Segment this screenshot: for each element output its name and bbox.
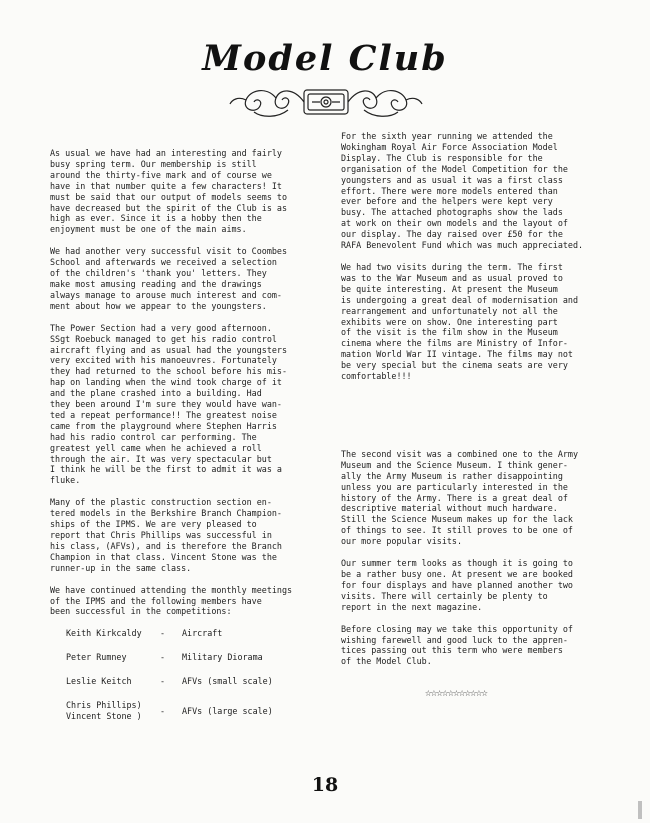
- paragraph-coombes-visit: We had another very successful visit to Coombes School and afterwards we received a selection of the children's 'thank you' letters. They make most amusing reading and the drawings always manage to arouse much interest and com- ment about how we appear to the youngsters.: [50, 246, 287, 311]
- category: Aircraft: [182, 628, 223, 639]
- paragraph-intro: As usual we have had an interesting and fairly busy spring term. Our membership is still around the thirty-five mark and of course we have in that number quite a few characters! It must be said that our output of models seems to have decreased but the spirit of the Club is as high as ever. Since it is a hobby then the enjoyment must be one of the main aims.: [50, 148, 287, 235]
- table-row: [66, 652, 273, 676]
- page-title: Model Club: [202, 38, 448, 79]
- photo-gap: [341, 393, 611, 449]
- member-name: Chris Phillips) Vincent Stone ): [66, 700, 142, 721]
- star-divider: ☆☆☆☆☆☆☆☆☆☆☆: [425, 686, 487, 699]
- paragraph-rafa-display: For the sixth year running we attended the Wokingham Royal Air Force Association Model Display. The Club is responsible for the organisation of the Model Competition for the youngsters and as usual it was a first class effort. There were more models entered than ever before and the helpers were kept very busy. The attached photographs show the lads at work on their own models and the layout of our display. The day raised over £50 for the RAFA Benevolent Fund which was much appreciated.: [341, 131, 584, 251]
- member-name: Leslie Keitch: [66, 676, 132, 687]
- table-row: [66, 676, 273, 700]
- category: AFVs (small scale): [182, 676, 273, 687]
- paragraph-ipms-championships: Many of the plastic construction section en- tered models in the Berkshire Branch Champion- ships of the IPMS. We are very pleased to report that Chris Phillips was successful in his class, (AFVs), and is therefore the Branch Champion in that class. Vincent Stone was the runner-up in the same class.: [50, 497, 282, 573]
- dash: -: [160, 628, 166, 639]
- paragraph-closing: Before closing may we take this opportunity of wishing farewell and good luck to the appren- tices passing out this term who were members of the Model Club.: [341, 623, 573, 667]
- member-name: Keith Kirkcaldy: [66, 628, 142, 639]
- paragraph-power-section: The Power Section had a very good afternoon. SSgt Roebuck managed to get his radio control aircraft flying and as usual had the youngsters very excited with his manoeuvres. Fortunately they had returned to the school before his mis- hap on landing when the wind took charge of it and the plane crashed into a building. Had they been around I'm sure they would have wan- ted a repeat performance!! The greatest noise came from the playground where Stephen Harris had his radio control car performing. The greatest yell came when he achieved a roll through the air. It was very spectacular but I think he will be the first to admit it was a fluke.: [50, 322, 287, 486]
- table-row: [66, 628, 273, 652]
- page-number: 18: [311, 774, 339, 796]
- competition-results-table: [66, 628, 273, 735]
- category: Military Diorama: [182, 652, 263, 663]
- scan-edge-mark: [638, 801, 642, 819]
- paragraph-war-museum: We had two visits during the term. The first was to the War Museum and as usual proved to be quite interesting. At present the Museum is undergoing a great deal of modernisation and rearrangement and unfortunately not all the exhibits were on show. One interesting part of the visit is the film show in the Museum cinema where the films are Ministry of Infor- mation World War II vintage. The films may not be very special but the cinema seats are very comfortable!!!: [341, 261, 578, 382]
- right-column: [341, 131, 611, 678]
- paragraph-second-visit: The second visit was a combined one to the Army Museum and the Science Museum. I think gener- ally the Army Museum is rather disappointing unless you are particularly interested in the history of the Army. There is a great deal of descriptive material without much hardware. Still the Science Museum makes up for the lack of things to see. It still proves to be one of our more popular visits.: [341, 448, 578, 547]
- dash: -: [160, 705, 166, 716]
- left-column: [50, 148, 322, 735]
- member-name: Peter Rumney: [66, 652, 127, 663]
- dash: -: [160, 676, 166, 687]
- category: AFVs (large scale): [182, 705, 273, 716]
- dash: -: [160, 652, 166, 663]
- paragraph-summer-term: Our summer term looks as though it is going to be a rather busy one. At present we are booked for four displays and have planned another two visits. There will certainly be plenty to report in the next magazine.: [341, 558, 573, 612]
- table-row: [66, 700, 273, 735]
- paragraph-monthly-meetings: We have continued attending the monthly meetings of the IPMS and the following members have been successful in the competitions:: [50, 584, 293, 617]
- decorative-ornament-icon: [228, 84, 424, 120]
